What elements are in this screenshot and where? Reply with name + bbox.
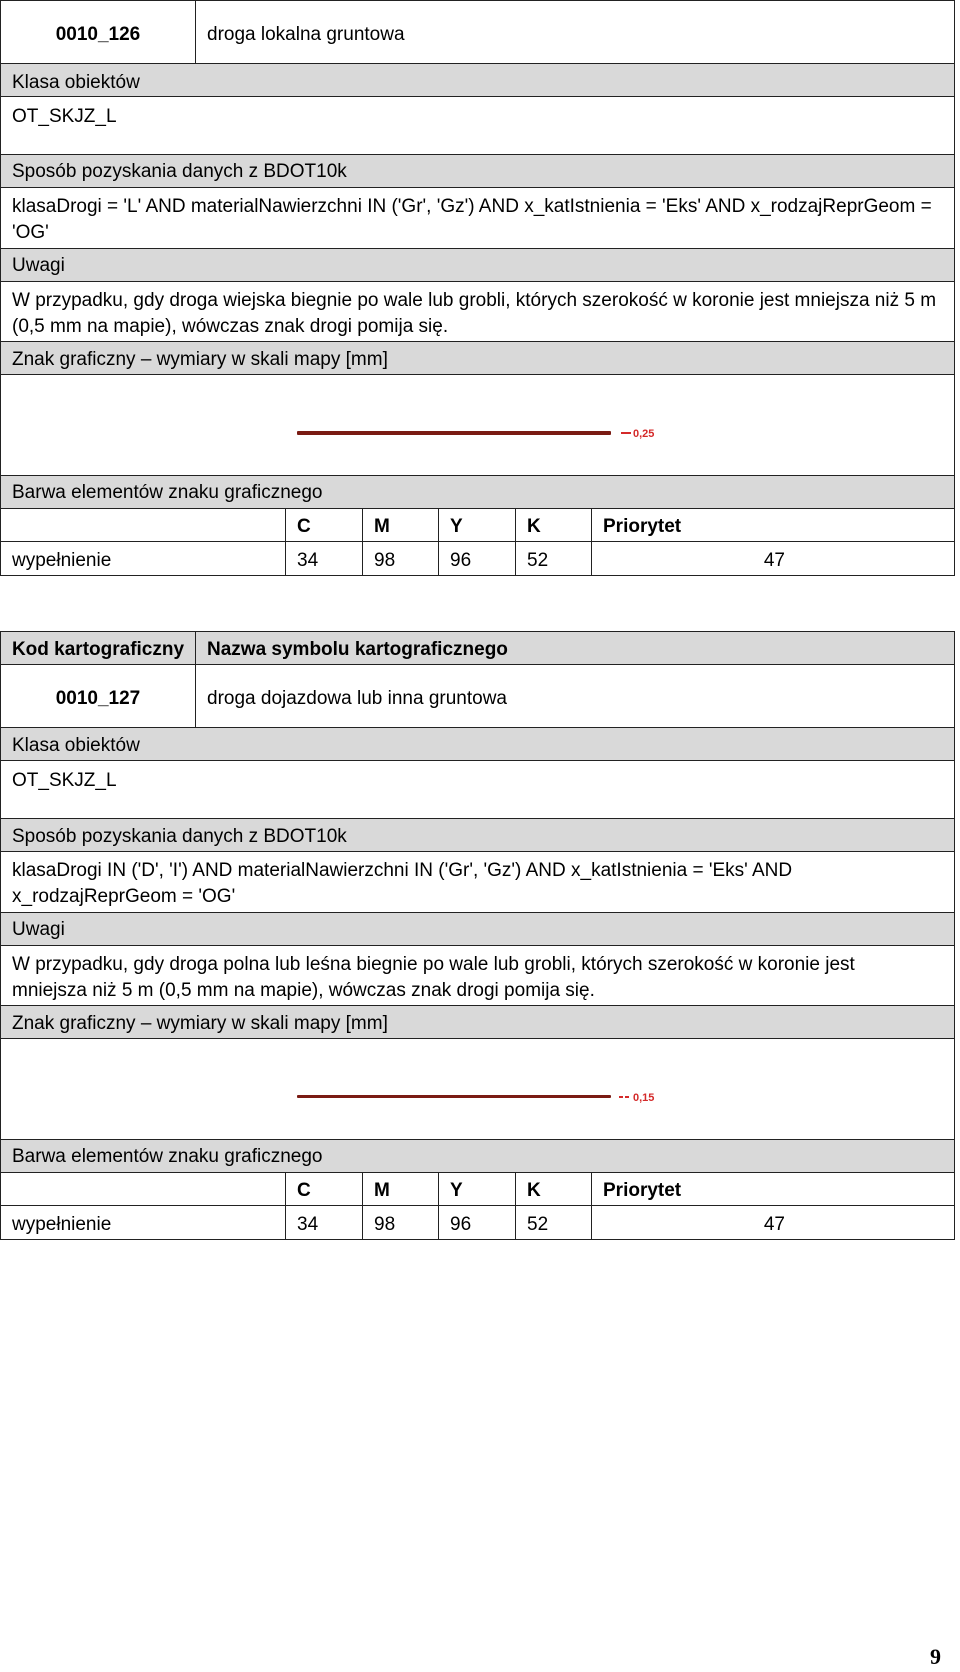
symbol-code: 0010_127: [55, 688, 141, 709]
symbol-label: Znak graficzny – wymiary w skali mapy [mm]: [12, 349, 388, 370]
road-line: [297, 431, 611, 435]
dimension-label: 0,15: [633, 1092, 655, 1104]
notes-header-band: [1, 249, 954, 281]
color-value-y: 96: [450, 1214, 472, 1235]
symbol-name: droga dojazdowa lub inna gruntowa: [207, 688, 507, 709]
color-row-label: wypełnienie: [12, 1214, 112, 1235]
symbol-label: Znak graficzny – wymiary w skali mapy [mm]: [12, 1013, 388, 1034]
color-header-priority: Priorytet: [603, 516, 682, 537]
color-value-k: 52: [527, 1214, 549, 1235]
dimension-marker: [619, 1096, 623, 1098]
symbol-name: droga lokalna gruntowa: [207, 24, 405, 45]
color-value-c: 34: [297, 550, 319, 571]
color-value-c: 34: [297, 1214, 319, 1235]
color-header-m: M: [374, 516, 390, 537]
notes-value: W przypadku, gdy droga polna lub leśna biegnie po wale lub grobli, których szerokość w koronie jest mniejsza niż 5 m (0,5 mm na mapie), wówczas znak drogi pomija się.: [12, 954, 855, 1001]
color-value-k: 52: [527, 550, 549, 571]
color-header-k: K: [527, 1180, 541, 1201]
color-label: Barwa elementów znaku graficznego: [12, 482, 323, 503]
color-header-y: Y: [450, 1180, 463, 1201]
dimension-marker: [621, 432, 631, 434]
color-value-y: 96: [450, 550, 472, 571]
color-header-m: M: [374, 1180, 390, 1201]
color-header-c: C: [297, 516, 311, 537]
class-header-band: [1, 64, 954, 96]
source-label: Sposób pozyskania danych z BDOT10k: [12, 161, 347, 182]
notes-header-band: [1, 913, 954, 945]
class-label: Klasa obiektów: [12, 735, 140, 756]
class-label: Klasa obiektów: [12, 72, 140, 93]
color-label: Barwa elementów znaku graficznego: [12, 1146, 323, 1167]
class-value: OT_SKJZ_L: [12, 106, 117, 127]
color-header-k: K: [527, 516, 541, 537]
color-header-c: C: [297, 1180, 311, 1201]
notes-label: Uwagi: [12, 919, 65, 940]
page-number: 9: [930, 1644, 941, 1669]
color-header-y: Y: [450, 516, 463, 537]
color-value-m: 98: [374, 550, 396, 571]
notes-label: Uwagi: [12, 255, 65, 276]
class-value: OT_SKJZ_L: [12, 770, 117, 791]
dimension-label: 0,25: [633, 428, 655, 440]
road-line: [297, 1095, 611, 1098]
class-header-band: [1, 728, 954, 760]
name-header: Nazwa symbolu kartograficznego: [207, 639, 508, 660]
color-value-priority: 47: [763, 550, 785, 571]
source-value: klasaDrogi = 'L' AND materialNawierzchni IN ('Gr', 'Gz') AND x_katIstnienia = 'Eks' AND x_rodzajReprGeom = 'OG': [12, 196, 932, 243]
source-label: Sposób pozyskania danych z BDOT10k: [12, 826, 347, 847]
color-header-priority: Priorytet: [603, 1180, 682, 1201]
notes-value: W przypadku, gdy droga wiejska biegnie po wale lub grobli, których szerokość w koronie jest mniejsza niż 5 m (0,5 mm na mapie), wówczas znak drogi pomija się.: [12, 290, 937, 337]
color-value-priority: 47: [763, 1214, 785, 1235]
code-header: Kod kartograficzny: [11, 639, 185, 660]
source-value: klasaDrogi IN ('D', 'I') AND materialNawierzchni IN ('Gr', 'Gz') AND x_katIstnienia = 'Eks' AND x_rodzajReprGeom = 'OG': [12, 860, 793, 907]
symbol-code: 0010_126: [55, 24, 141, 45]
color-row-label: wypełnienie: [12, 550, 112, 571]
dimension-marker: [625, 1096, 629, 1098]
color-value-m: 98: [374, 1214, 396, 1235]
